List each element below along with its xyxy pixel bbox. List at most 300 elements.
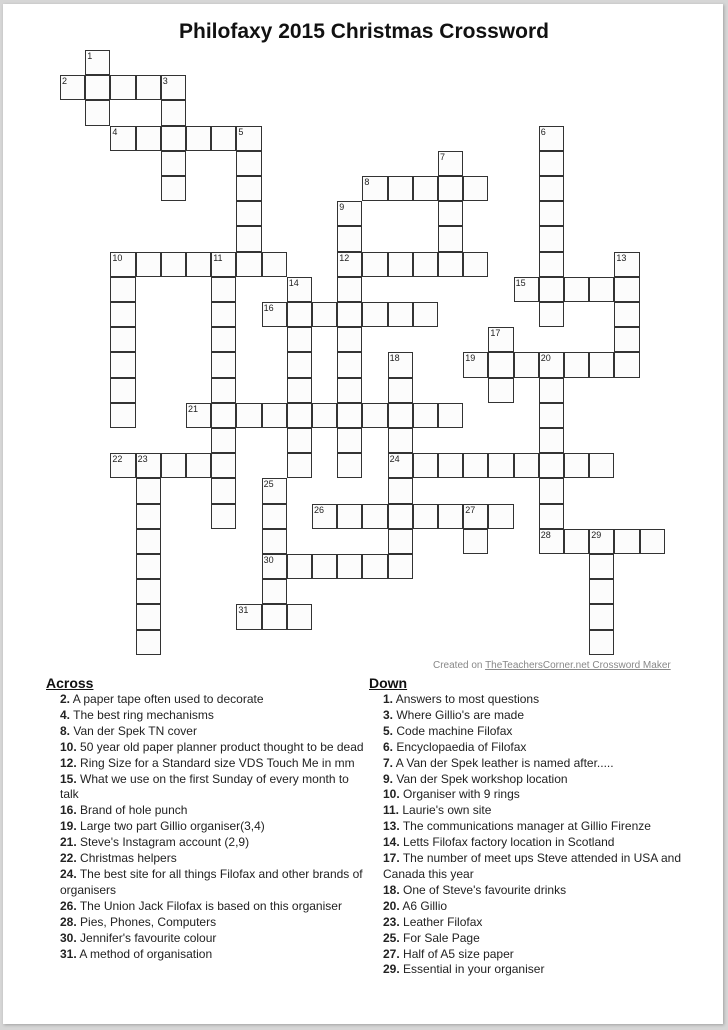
grid-cell[interactable] bbox=[413, 176, 438, 201]
clue-text: One of Steve's favourite drinks bbox=[403, 882, 567, 897]
across-clue bbox=[60, 947, 366, 963]
across-clue bbox=[60, 867, 366, 899]
clue-num: 21. bbox=[60, 835, 77, 850]
grid-cell[interactable] bbox=[564, 453, 589, 478]
down-clue bbox=[383, 692, 689, 708]
grid-cell[interactable] bbox=[337, 201, 362, 226]
clue-number: 6 bbox=[540, 126, 546, 137]
grid-cell[interactable] bbox=[110, 378, 135, 403]
grid-cell[interactable] bbox=[539, 151, 564, 176]
grid-cell[interactable] bbox=[262, 252, 287, 277]
grid-cell[interactable] bbox=[287, 378, 312, 403]
grid-cell[interactable] bbox=[337, 327, 362, 352]
grid-cell[interactable] bbox=[287, 453, 312, 478]
grid-cell[interactable] bbox=[161, 453, 186, 478]
clue-num: 14. bbox=[383, 835, 400, 850]
down-clue bbox=[383, 931, 689, 947]
clue-number: 15 bbox=[515, 277, 526, 288]
clue-number: 10 bbox=[112, 252, 123, 263]
grid-cell[interactable] bbox=[110, 352, 135, 377]
across-clue bbox=[60, 899, 366, 915]
down-clue bbox=[383, 962, 689, 978]
down-clue bbox=[383, 772, 689, 788]
grid-cell[interactable] bbox=[539, 252, 564, 277]
clue-number: 5 bbox=[238, 126, 244, 137]
down-clues bbox=[369, 675, 689, 978]
grid-cell[interactable] bbox=[539, 226, 564, 251]
grid-cell[interactable] bbox=[438, 403, 463, 428]
clue-text: Brand of hole punch bbox=[80, 803, 188, 818]
clue-number: 9 bbox=[339, 202, 345, 213]
grid-cell[interactable] bbox=[337, 302, 362, 327]
grid-cell[interactable] bbox=[337, 403, 362, 428]
grid-cell[interactable] bbox=[388, 453, 413, 478]
clue-number: 1 bbox=[87, 51, 93, 61]
grid-cell[interactable] bbox=[312, 554, 337, 579]
grid-cell[interactable] bbox=[236, 201, 261, 226]
grid-cell[interactable] bbox=[514, 352, 539, 377]
grid-cell[interactable] bbox=[262, 554, 287, 579]
down-clue bbox=[383, 835, 689, 851]
grid-cell[interactable] bbox=[388, 352, 413, 377]
down-clue bbox=[383, 915, 689, 931]
clue-number: 26 bbox=[314, 504, 325, 515]
clue-text: The Union Jack Filofax is based on this organiser bbox=[79, 898, 342, 913]
grid-cell[interactable] bbox=[362, 302, 387, 327]
down-clue bbox=[383, 724, 689, 740]
grid-cell[interactable] bbox=[236, 252, 261, 277]
grid-cell[interactable] bbox=[514, 277, 539, 302]
grid-cell[interactable] bbox=[186, 453, 211, 478]
grid-cell[interactable] bbox=[110, 252, 135, 277]
credit-prefix: Created on bbox=[433, 660, 486, 671]
clue-number: 25 bbox=[263, 479, 274, 490]
clue-num: 22. bbox=[60, 851, 77, 866]
grid-cell[interactable] bbox=[388, 403, 413, 428]
grid-cell[interactable] bbox=[438, 226, 463, 251]
grid-cell[interactable] bbox=[362, 504, 387, 529]
clue-number: 14 bbox=[288, 277, 299, 288]
grid-cell[interactable] bbox=[413, 453, 438, 478]
grid-cell[interactable] bbox=[262, 529, 287, 554]
grid-cell[interactable] bbox=[186, 252, 211, 277]
down-heading: Down bbox=[369, 675, 408, 691]
grid-cell[interactable] bbox=[539, 453, 564, 478]
grid-cell[interactable] bbox=[136, 126, 161, 151]
clue-number: 19 bbox=[465, 353, 476, 364]
grid-cell[interactable] bbox=[514, 453, 539, 478]
clue-num: 19. bbox=[60, 819, 77, 834]
grid-cell[interactable] bbox=[262, 579, 287, 604]
grid-cell[interactable] bbox=[388, 428, 413, 453]
clue-text: Ring Size for a Standard size VDS Touch Me in mm bbox=[80, 755, 355, 770]
clue-text: Essential in your organiser bbox=[403, 962, 545, 977]
grid-cell[interactable] bbox=[413, 302, 438, 327]
grid-cell[interactable] bbox=[539, 126, 564, 151]
clue-text: Steve's Instagram account (2,9) bbox=[80, 835, 250, 850]
clue-number: 8 bbox=[364, 177, 370, 187]
grid-cell[interactable] bbox=[388, 478, 413, 503]
clue-number: 21 bbox=[188, 403, 199, 414]
grid-cell[interactable] bbox=[337, 428, 362, 453]
clue-text: What we use on the first Sunday of every month to talk bbox=[60, 771, 349, 802]
clue-num: 10. bbox=[60, 739, 77, 754]
grid-cell[interactable] bbox=[337, 378, 362, 403]
grid-cell[interactable] bbox=[262, 403, 287, 428]
down-clue bbox=[383, 756, 689, 772]
grid-cell[interactable] bbox=[337, 352, 362, 377]
grid-cell[interactable] bbox=[362, 176, 387, 201]
clue-text: Christmas helpers bbox=[80, 851, 177, 866]
grid-cell[interactable] bbox=[614, 529, 639, 554]
grid-cell[interactable] bbox=[136, 478, 161, 503]
clue-num: 27. bbox=[383, 946, 400, 961]
grid-cell[interactable] bbox=[463, 504, 488, 529]
clue-num: 18. bbox=[383, 882, 400, 897]
grid-cell[interactable] bbox=[211, 126, 236, 151]
clue-text: Letts Filofax factory location in Scotland bbox=[403, 835, 615, 850]
grid-cell[interactable] bbox=[85, 75, 110, 100]
clue-num: 4. bbox=[60, 707, 71, 722]
grid-cell[interactable] bbox=[539, 277, 564, 302]
grid-cell[interactable] bbox=[539, 378, 564, 403]
grid-cell[interactable] bbox=[614, 252, 639, 277]
clue-number: 29 bbox=[591, 529, 602, 540]
grid-cell[interactable] bbox=[236, 226, 261, 251]
grid-cell[interactable] bbox=[287, 604, 312, 629]
grid-cell[interactable] bbox=[539, 302, 564, 327]
down-clue bbox=[383, 899, 689, 915]
down-clue bbox=[383, 819, 689, 835]
clue-num: 30. bbox=[60, 930, 77, 945]
grid-cell[interactable] bbox=[388, 529, 413, 554]
grid-cell[interactable] bbox=[110, 453, 135, 478]
clue-number: 23 bbox=[137, 454, 148, 465]
grid-cell[interactable] bbox=[211, 277, 236, 302]
down-clue bbox=[383, 851, 689, 883]
grid-cell[interactable] bbox=[211, 428, 236, 453]
clue-text: Half of A5 size paper bbox=[403, 946, 514, 961]
grid-cell[interactable] bbox=[539, 176, 564, 201]
down-clue bbox=[383, 787, 689, 803]
clue-num: 16. bbox=[60, 803, 77, 818]
grid-cell[interactable] bbox=[337, 554, 362, 579]
grid-cell[interactable] bbox=[211, 504, 236, 529]
clue-text: Answers to most questions bbox=[395, 692, 540, 706]
grid-cell[interactable] bbox=[614, 277, 639, 302]
clue-text: A6 Gillio bbox=[402, 898, 448, 913]
clue-text: Pies, Phones, Computers bbox=[80, 914, 217, 929]
grid-cell[interactable] bbox=[262, 504, 287, 529]
grid-cell[interactable] bbox=[236, 604, 261, 629]
across-clue bbox=[60, 724, 366, 740]
clue-num: 20. bbox=[383, 898, 400, 913]
grid-cell[interactable] bbox=[388, 252, 413, 277]
grid-cell[interactable] bbox=[564, 352, 589, 377]
clue-text: Large two part Gillio organiser(3,4) bbox=[80, 819, 265, 834]
clue-num: 2. bbox=[60, 692, 71, 706]
clue-text: The communications manager at Gillio Firenze bbox=[402, 819, 651, 834]
grid-cell[interactable] bbox=[589, 277, 614, 302]
grid-cell[interactable] bbox=[539, 403, 564, 428]
down-clue bbox=[383, 803, 689, 819]
grid-cell[interactable] bbox=[236, 126, 261, 151]
clue-text: Where Gillio's are made bbox=[396, 707, 525, 722]
grid-cell[interactable] bbox=[438, 453, 463, 478]
down-clue bbox=[383, 740, 689, 756]
clue-num: 28. bbox=[60, 914, 77, 929]
grid-cell[interactable] bbox=[136, 252, 161, 277]
clue-number: 31 bbox=[238, 605, 249, 616]
across-clue bbox=[60, 851, 366, 867]
clue-text: Laurie's own site bbox=[402, 803, 492, 818]
clue-num: 23. bbox=[383, 914, 400, 929]
grid-cell[interactable] bbox=[362, 403, 387, 428]
grid-cell[interactable] bbox=[136, 630, 161, 655]
grid-cell[interactable] bbox=[136, 75, 161, 100]
grid-cell[interactable] bbox=[438, 252, 463, 277]
grid-cell[interactable] bbox=[287, 302, 312, 327]
clue-number: 20 bbox=[540, 353, 551, 364]
clue-number: 11 bbox=[213, 252, 223, 263]
grid-cell[interactable] bbox=[614, 302, 639, 327]
grid-cell[interactable] bbox=[312, 302, 337, 327]
grid-cell[interactable] bbox=[589, 352, 614, 377]
grid-cell[interactable] bbox=[211, 403, 236, 428]
grid-cell[interactable] bbox=[362, 252, 387, 277]
clue-number: 27 bbox=[465, 504, 476, 515]
clue-text: A paper tape often used to decorate bbox=[72, 692, 264, 706]
grid-cell[interactable] bbox=[438, 504, 463, 529]
down-clue bbox=[383, 708, 689, 724]
grid-cell[interactable] bbox=[60, 75, 85, 100]
grid-cell[interactable] bbox=[236, 151, 261, 176]
grid-cell[interactable] bbox=[539, 428, 564, 453]
clue-num: 7. bbox=[383, 755, 394, 770]
down-clue bbox=[383, 947, 689, 963]
across-clue bbox=[60, 756, 366, 772]
clue-number: 30 bbox=[263, 555, 274, 565]
grid-cell[interactable] bbox=[337, 277, 362, 302]
grid-cell[interactable] bbox=[463, 529, 488, 554]
grid-cell[interactable] bbox=[161, 252, 186, 277]
clue-num: 11. bbox=[383, 803, 400, 818]
clue-text: Encyclopaedia of Filofax bbox=[396, 739, 527, 754]
clue-num: 13. bbox=[383, 819, 400, 834]
grid-cell[interactable] bbox=[110, 277, 135, 302]
clue-number: 22 bbox=[112, 454, 123, 465]
grid-cell[interactable] bbox=[564, 529, 589, 554]
grid-cell[interactable] bbox=[488, 504, 513, 529]
clue-text: Leather Filofax bbox=[403, 914, 483, 929]
clue-text: 50 year old paper planner product thought to be dead bbox=[80, 739, 364, 754]
grid-cell[interactable] bbox=[438, 176, 463, 201]
grid-cell[interactable] bbox=[337, 252, 362, 277]
grid-cell[interactable] bbox=[438, 151, 463, 176]
clue-text: A Van der Spek leather is named after..... bbox=[395, 755, 614, 770]
grid-cell[interactable] bbox=[463, 453, 488, 478]
grid-cell[interactable] bbox=[589, 579, 614, 604]
grid-cell[interactable] bbox=[589, 453, 614, 478]
clue-num: 12. bbox=[60, 755, 77, 770]
grid-cell[interactable] bbox=[614, 327, 639, 352]
grid-cell[interactable] bbox=[262, 604, 287, 629]
clue-text: Van der Spek TN cover bbox=[73, 723, 197, 738]
grid-cell[interactable] bbox=[186, 126, 211, 151]
clue-text: Van der Spek workshop location bbox=[396, 771, 568, 786]
grid-cell[interactable] bbox=[287, 428, 312, 453]
clue-text: For Sale Page bbox=[403, 930, 480, 945]
grid-cell[interactable] bbox=[413, 403, 438, 428]
clue-num: 8. bbox=[60, 723, 71, 738]
grid-cell[interactable] bbox=[312, 504, 337, 529]
grid-cell[interactable] bbox=[211, 378, 236, 403]
grid-cell[interactable] bbox=[413, 252, 438, 277]
grid-cell[interactable] bbox=[110, 75, 135, 100]
clue-number: 3 bbox=[162, 76, 168, 87]
grid-cell[interactable] bbox=[211, 252, 236, 277]
grid-cell[interactable] bbox=[211, 478, 236, 503]
grid-cell[interactable] bbox=[161, 126, 186, 151]
grid-cell[interactable] bbox=[110, 126, 135, 151]
across-heading: Across bbox=[46, 675, 94, 691]
grid-cell[interactable] bbox=[488, 453, 513, 478]
grid-cell[interactable] bbox=[614, 352, 639, 377]
across-clue bbox=[60, 819, 366, 835]
grid-cell[interactable] bbox=[211, 352, 236, 377]
grid-cell[interactable] bbox=[438, 201, 463, 226]
clue-number: 16 bbox=[263, 303, 274, 313]
grid-cell[interactable] bbox=[413, 504, 438, 529]
clue-number: 13 bbox=[616, 252, 627, 263]
grid-cell[interactable] bbox=[161, 176, 186, 201]
grid-cell[interactable] bbox=[136, 529, 161, 554]
grid-cell[interactable] bbox=[236, 176, 261, 201]
grid-cell[interactable] bbox=[589, 630, 614, 655]
grid-cell[interactable] bbox=[337, 504, 362, 529]
grid-cell[interactable] bbox=[488, 327, 513, 352]
grid-cell[interactable] bbox=[161, 75, 186, 100]
grid-cell[interactable] bbox=[564, 277, 589, 302]
clue-number: 12 bbox=[339, 252, 350, 263]
page-title: Philofaxy 2015 Christmas Crossword bbox=[179, 20, 549, 43]
grid-cell[interactable] bbox=[136, 554, 161, 579]
grid-cell[interactable] bbox=[589, 529, 614, 554]
grid-cell[interactable] bbox=[463, 176, 488, 201]
grid-cell[interactable] bbox=[236, 403, 261, 428]
grid-cell[interactable] bbox=[337, 453, 362, 478]
grid-cell[interactable] bbox=[136, 579, 161, 604]
grid-cell[interactable] bbox=[463, 352, 488, 377]
grid-cell[interactable] bbox=[186, 403, 211, 428]
grid-cell[interactable] bbox=[488, 378, 513, 403]
grid-cell[interactable] bbox=[388, 504, 413, 529]
grid-cell[interactable] bbox=[287, 403, 312, 428]
clue-num: 9. bbox=[383, 771, 394, 786]
clue-number: 7 bbox=[440, 151, 446, 162]
grid-cell[interactable] bbox=[589, 604, 614, 629]
credit-link[interactable]: TheTeachersCorner.net Crossword Maker bbox=[485, 660, 671, 671]
clue-num: 10. bbox=[383, 787, 400, 802]
clue-num: 17. bbox=[383, 851, 400, 866]
grid-cell[interactable] bbox=[539, 352, 564, 377]
grid-cell[interactable] bbox=[362, 554, 387, 579]
clue-text: A method of organisation bbox=[79, 946, 213, 961]
grid-cell[interactable] bbox=[161, 100, 186, 125]
clue-num: 24. bbox=[60, 866, 77, 881]
grid-cell[interactable] bbox=[211, 327, 236, 352]
grid-cell[interactable] bbox=[85, 100, 110, 125]
grid-cell[interactable] bbox=[287, 352, 312, 377]
across-clue bbox=[60, 740, 366, 756]
across-clues bbox=[46, 675, 366, 962]
clue-number: 24 bbox=[389, 454, 400, 465]
grid-cell[interactable] bbox=[539, 478, 564, 503]
grid-cell[interactable] bbox=[488, 352, 513, 377]
clue-number: 17 bbox=[490, 328, 501, 339]
clue-text: The best site for all things Filofax and other brands of organisers bbox=[60, 866, 363, 897]
grid-cell[interactable] bbox=[85, 50, 110, 75]
grid-cell[interactable] bbox=[388, 176, 413, 201]
grid-cell[interactable] bbox=[262, 302, 287, 327]
grid-cell[interactable] bbox=[161, 151, 186, 176]
credit-line bbox=[433, 660, 671, 671]
grid-cell[interactable] bbox=[287, 554, 312, 579]
grid-cell[interactable] bbox=[110, 327, 135, 352]
grid-cell[interactable] bbox=[388, 302, 413, 327]
grid-cell[interactable] bbox=[337, 226, 362, 251]
grid-cell[interactable] bbox=[136, 453, 161, 478]
grid-cell[interactable] bbox=[110, 403, 135, 428]
clue-num: 25. bbox=[383, 930, 400, 945]
grid-cell[interactable] bbox=[589, 554, 614, 579]
down-clue bbox=[383, 883, 689, 899]
clue-num: 3. bbox=[383, 707, 394, 722]
across-clue bbox=[60, 772, 366, 804]
grid-cell[interactable] bbox=[262, 478, 287, 503]
grid-cell[interactable] bbox=[136, 504, 161, 529]
grid-cell[interactable] bbox=[211, 302, 236, 327]
clue-text: Jennifer's favourite colour bbox=[80, 930, 217, 945]
grid-cell[interactable] bbox=[640, 529, 665, 554]
clue-num: 15. bbox=[60, 771, 77, 786]
clue-number: 18 bbox=[389, 353, 400, 364]
grid-cell[interactable] bbox=[388, 554, 413, 579]
grid-cell[interactable] bbox=[287, 327, 312, 352]
grid-cell[interactable] bbox=[110, 302, 135, 327]
clue-text: The number of meet ups Steve attended in USA and Canada this year bbox=[383, 851, 681, 881]
clue-num: 1. bbox=[383, 692, 394, 706]
grid-cell[interactable] bbox=[211, 453, 236, 478]
clue-num: 26. bbox=[60, 898, 77, 913]
across-clue bbox=[60, 931, 366, 947]
grid-cell[interactable] bbox=[312, 403, 337, 428]
across-clue bbox=[60, 803, 366, 819]
grid-cell[interactable] bbox=[539, 201, 564, 226]
grid-cell[interactable] bbox=[136, 604, 161, 629]
grid-cell[interactable] bbox=[463, 252, 488, 277]
across-clue bbox=[60, 708, 366, 724]
grid-cell[interactable] bbox=[539, 529, 564, 554]
grid-cell[interactable] bbox=[287, 277, 312, 302]
grid-cell[interactable] bbox=[388, 378, 413, 403]
grid-cell[interactable] bbox=[539, 504, 564, 529]
clue-number: 28 bbox=[540, 529, 551, 540]
clue-text: The best ring mechanisms bbox=[73, 707, 214, 722]
clue-text: Code machine Filofax bbox=[396, 723, 513, 738]
clue-num: 6. bbox=[383, 739, 394, 754]
clue-num: 29. bbox=[383, 962, 400, 977]
